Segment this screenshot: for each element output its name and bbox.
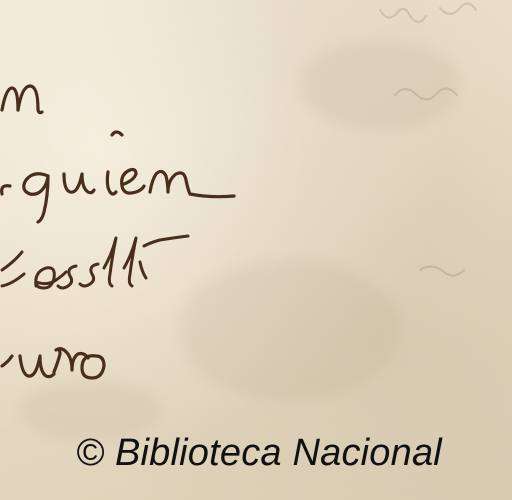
handwriting-line-4 xyxy=(2,349,104,378)
handwriting-line-1 xyxy=(2,86,42,113)
handwriting-line-1-text xyxy=(0,0,1,1)
handwriting-line-3 xyxy=(2,236,188,288)
library-watermark: © Biblioteca Nacional xyxy=(76,432,442,474)
handwriting-line-2 xyxy=(2,132,234,222)
